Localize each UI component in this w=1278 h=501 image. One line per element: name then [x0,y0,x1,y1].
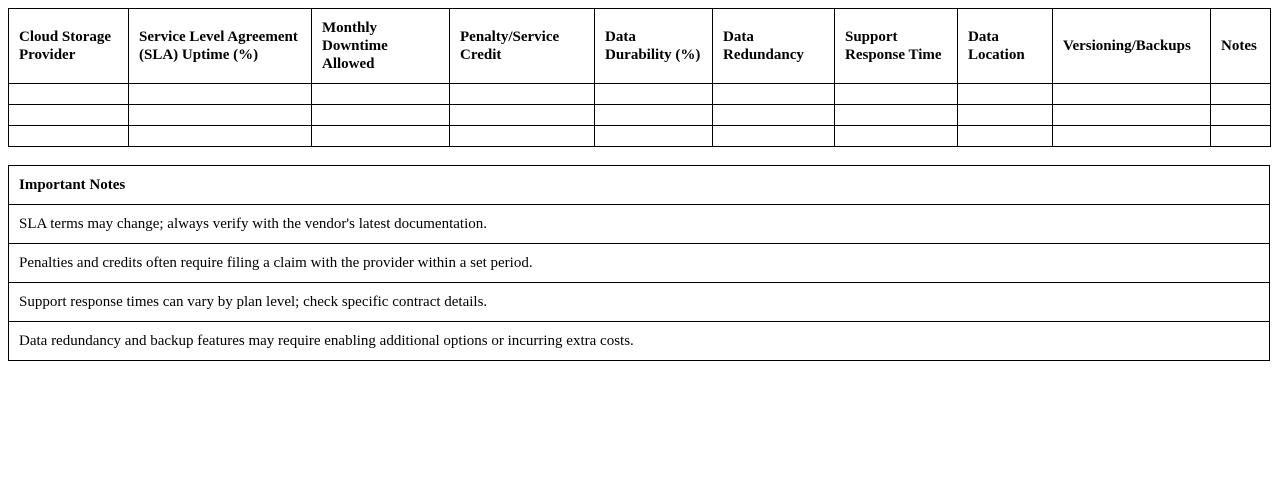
table-cell [595,105,713,126]
table-cell [312,105,450,126]
notes-header-row [9,166,1270,205]
notes-title: Important Notes [9,166,1270,205]
table-cell [958,105,1053,126]
header-data-location: Data Location [958,9,1053,84]
header-penalty-credit: Penalty/Service Credit [450,9,595,84]
table-cell [1211,126,1271,147]
table-cell [1053,105,1211,126]
table-cell [835,126,958,147]
note-text: Penalties and credits often require filing a claim with the provider within a set period. [9,244,1270,283]
note-row [9,244,1270,283]
table-cell [9,105,129,126]
table-cell [713,126,835,147]
note-row [9,322,1270,361]
table-cell [450,105,595,126]
table-cell [958,84,1053,105]
header-monthly-downtime: Monthly Downtime Allowed [312,9,450,84]
table-cell [312,84,450,105]
table-cell [595,84,713,105]
note-row [9,283,1270,322]
header-data-durability: Data Durability (%) [595,9,713,84]
table-cell [1053,126,1211,147]
table-row [9,126,1271,147]
table-cell [129,105,312,126]
table-cell [713,84,835,105]
table-cell [312,126,450,147]
header-data-redundancy: Data Redundancy [713,9,835,84]
table-cell [595,126,713,147]
sla-comparison-table [8,8,1271,147]
table-cell [1211,84,1271,105]
table-cell [129,84,312,105]
table-row [9,105,1271,126]
note-text: SLA terms may change; always verify with the vendor's latest documentation. [9,205,1270,244]
table-cell [450,126,595,147]
table-cell [129,126,312,147]
document-body [8,8,1270,361]
note-text: Data redundancy and backup features may require enabling additional options or incurring extra costs. [9,322,1270,361]
important-notes-table [8,165,1270,361]
header-provider: Cloud Storage Provider [9,9,129,84]
table-cell [835,84,958,105]
table-cell [9,126,129,147]
note-row [9,205,1270,244]
header-notes: Notes [1211,9,1271,84]
header-sla-uptime: Service Level Agreement (SLA) Uptime (%) [129,9,312,84]
table-cell [1053,84,1211,105]
table-row [9,84,1271,105]
header-versioning-backups: Versioning/Backups [1053,9,1211,84]
note-text: Support response times can vary by plan level; check specific contract details. [9,283,1270,322]
table-cell [835,105,958,126]
table-header-row [9,9,1271,84]
table-cell [450,84,595,105]
table-cell [9,84,129,105]
table-cell [713,105,835,126]
table-cell [958,126,1053,147]
table-cell [1211,105,1271,126]
header-support-response: Support Response Time [835,9,958,84]
